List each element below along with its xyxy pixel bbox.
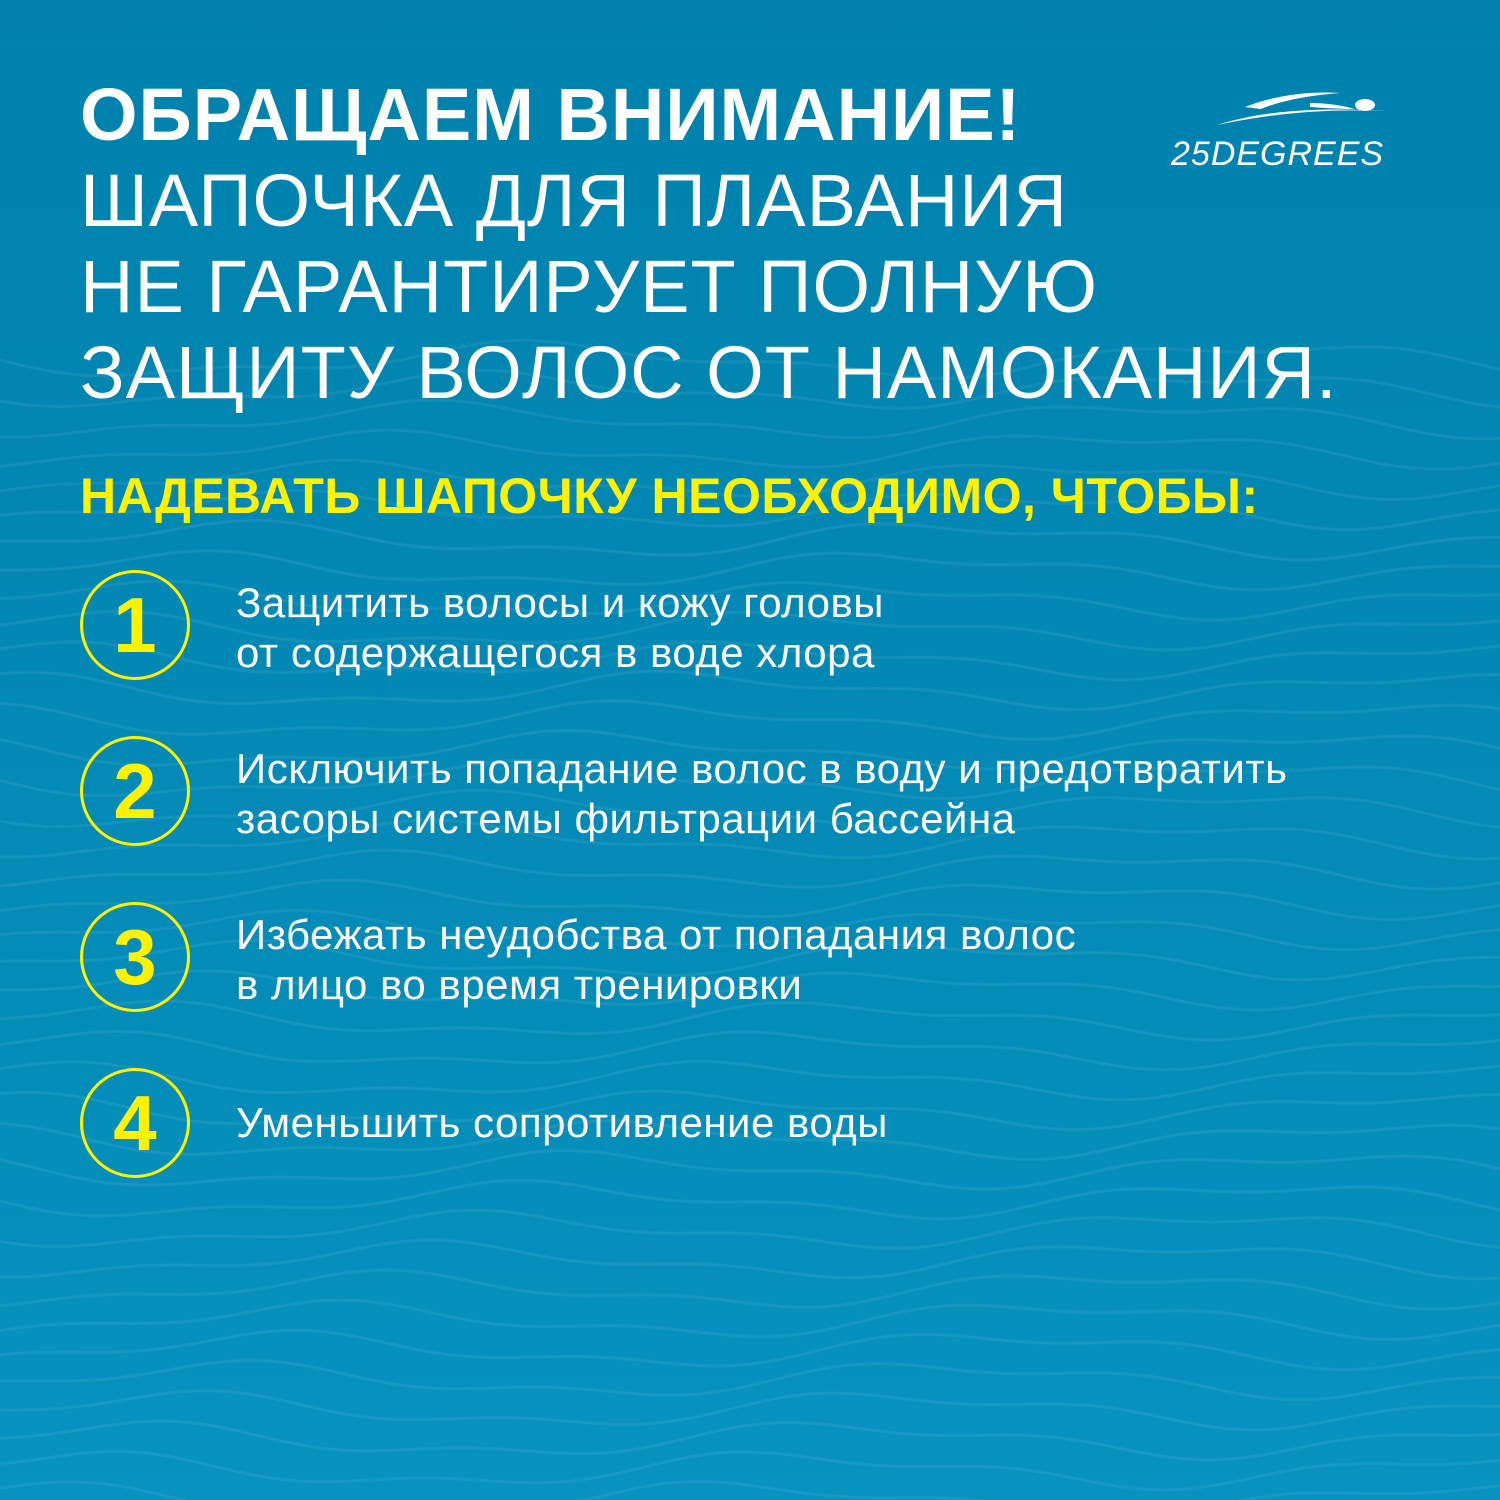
reason-text-line-2: от содержащегося в воде хлора [236,629,875,676]
headline-line-3: НЕ ГАРАНТИРУЕТ ПОЛНУЮ [80,245,1098,328]
number-circle [80,902,190,1012]
reason-item-1 [80,570,1460,690]
reason-text-line-2: засоры системы фильтрации бассейна [236,795,1016,842]
number-circle [80,1068,190,1178]
swimmer-icon [1165,85,1425,133]
wave-line [0,1270,1500,1309]
reason-text-line-1: Исключить попадание волос в воду и предотвратить [236,745,1288,792]
reason-number: 4 [113,1079,157,1167]
reason-number: 1 [113,581,157,669]
headline-line-2: ШАПОЧКА ДЛЯ ПЛАВАНИЯ [80,159,1068,242]
reason-text-line-1: Избежать неудобства от попадания волос [236,911,1077,958]
wave-line [0,1421,1500,1460]
number-circle [80,736,190,846]
reason-text [236,1098,888,1148]
reason-text-line-2: в лицо во время тренировки [236,961,803,1008]
subheading: НАДЕВАТЬ ШАПОЧКУ НЕОБХОДИМО, ЧТОБЫ: [80,468,1259,524]
reason-item-4 [80,1068,1460,1188]
reason-text-line-1: Уменьшить сопротивление воды [236,1099,888,1146]
number-circle [80,570,190,680]
headline [80,72,1338,416]
reason-number: 2 [113,747,157,835]
wave-line [0,1240,1500,1279]
reason-item-3 [80,902,1460,1022]
brand-logo [1165,85,1425,175]
wave-line [0,1482,1500,1500]
reason-number: 3 [113,913,157,1001]
wave-line [0,1360,1500,1399]
wave-line [0,701,1500,740]
reason-text [236,744,1287,844]
reason-text [236,578,884,678]
reason-text [236,910,1076,1010]
reason-text-line-1: Защитить волосы и кожу головы [236,579,884,626]
headline-line-1: ОБРАЩАЕМ ВНИМАНИЕ! [80,73,1022,156]
headline-line-4: ЗАЩИТУ ВОЛОС ОТ НАМОКАНИЯ. [80,331,1338,414]
wave-line [0,1210,1500,1248]
reason-item-2 [80,736,1460,856]
wave-line [0,1300,1500,1339]
brand-name: 25DEGREES [1171,135,1385,173]
